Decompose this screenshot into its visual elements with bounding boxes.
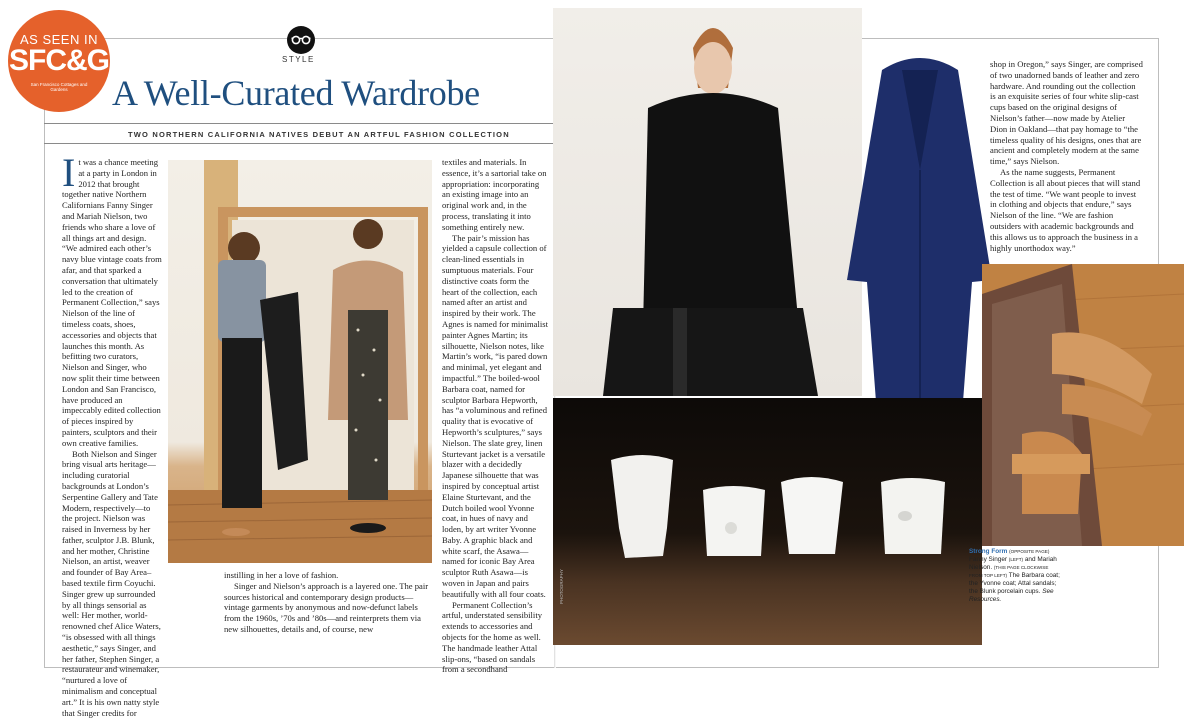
photo-attal-sandals — [982, 264, 1184, 546]
section-label: STYLE — [282, 55, 315, 64]
caption-tag: (LEFT) — [1008, 557, 1024, 562]
caption-see-resources: See Resources. — [969, 588, 1054, 603]
paragraph: It was a chance meeting at a party in London in 2012 that brought together native Northern Californians Fanny Singer and Mariah Nielson, two friends who share a love of all things art and design. “We admired each other’s navy blue vintage coats from afar, and that sparked a conversation that ultimately led to the creation of Permanent Collection,” says Nielson of the line of timeless coats, shoes, accessories and objects that launches this month. As befitting two curators, Nielson and Singer, who now split their time between London and San Francisco, have produced an impeccably edited collection of pieces inspired by painters, sculptors and their own creative families. — [62, 150, 162, 448]
photo-credit: PHOTOGRAPHY — [559, 569, 564, 604]
body-column-1 — [62, 150, 162, 718]
photo-yvonne-coat — [842, 50, 997, 415]
paragraph: As the name suggests, Permanent Collection is all about pieces that will stand the test of time. “We want people to invest in clothing and objects that endure,” says Nielson of the line. “We are fashion outsiders with academic backgrounds and this allows us to approach the business in a highly unorthodox way.” — [990, 166, 1141, 253]
glasses-icon — [287, 26, 315, 54]
headline-rule — [44, 123, 554, 124]
paragraph: textiles and materials. In essence, it’s a sartorial take on appropriation: incorporating an existing image into an original work and, in the process, translating it into something entirely new. — [442, 157, 547, 232]
photo-model-barbara-coat — [553, 8, 862, 396]
photo-blunk-cups — [553, 398, 982, 645]
photo-singer-and-nielson — [168, 160, 432, 563]
photo-caption — [969, 548, 1061, 604]
caption-text: The Barbara coat; the Yvonne coat; Attal sandals; the Blunk porcelain cups. — [969, 572, 1060, 595]
paragraph: shop in Oregon,” says Singer, are comprised of two unadorned bands of leather and zero hardware. And rounding out the collection is an exquisite series of four white slip-cast cups based on the original designs of Nielson’s father—now made by Atelier Dion in Oakland—that pay homage to “the timeless quality of his designs, ones that are ancient and completely modern at the same time,” says Nielson. — [990, 59, 1143, 167]
badge-subtitle: San Francisco Cottages and Gardens — [30, 82, 88, 92]
caption-tag: (OPPOSITE PAGE) — [1009, 549, 1050, 554]
caption-head: Strong Form — [969, 548, 1008, 555]
body-column-2 — [224, 570, 430, 656]
paragraph: Permanent Collection’s artful, understated sensibility extends to accessories and objects for the home as well. The handmade leather Attal slip-ons, “based on sandals from a secondhand — [442, 599, 542, 675]
headline: A Well-Curated Wardrobe — [112, 73, 480, 113]
caption-tag: (THIS PAGE CLOCKWISE FROM TOP LEFT) — [969, 565, 1049, 578]
caption-text: and Mariah Nielson. — [969, 556, 1057, 571]
paragraph: The pair’s mission has yielded a capsule collection of clean-lined essentials in sumptuous materials. Four distinctive coats form the heart of the collection, each named after an artist and inspired by their work. The Agnes is named for minimalist painter Agnes Martin; its silhouette, Nielson notes, like Martin’s work, “is pared down and minimal, yet elegant and impactful.” The boiled-wool Barbara coat, named for sculptor Barbara Hepworth, has “a voluminous and refined quality that is evocative of Hepworth’s sculptures,” says Nielson. The slate grey, linen Sturtevant jacket is a versatile blazer with a decidedly Japanese silhouette that was inspired by conceptual artist Elaine Sturtevant, and the Dutch boiled wool Yvonne coat, in hues of navy and loden, by art writer Yvonne Baby. A graphic black and white scarf, the Asawa—named for iconic Bay Area sculptor Ruth Asawa—is woven in Japan and pairs beautifully with all four coats. — [442, 232, 548, 599]
paragraph: Singer and Nielson’s approach is a layered one. The pair sources historical and contemporary design products—vintage garments by anonymous and now-defunct labels from the 1960s, ’70s and ’80s—and reinterprets them via new silhouettes, details and, of course, new — [224, 580, 429, 634]
as-seen-in-badge — [8, 10, 110, 112]
drop-cap: I — [62, 150, 76, 195]
badge-line1: AS SEEN IN — [20, 32, 98, 47]
paragraph: instilling in her a love of fashion. — [224, 570, 339, 580]
deck: TWO NORTHERN CALIFORNIA NATIVES DEBUT AN ARTFUL FASHION COLLECTION — [128, 130, 510, 139]
badge-logo: SFC&G — [9, 44, 109, 77]
body-column-3 — [442, 157, 548, 675]
caption-text: Fanny Singer — [969, 556, 1008, 563]
paragraph: Both Nielson and Singer bring visual arts heritage—including curatorial backgrounds at London’s Serpentine Gallery and Tate Modern, respectively—to the project. Nielson was raised in Inverness by her father, sculptor J.B. Blunk, and her mother, Christine Nielson, an artist, weaver and founder of Bay Area–based textile firm Coyuchi. Singer grew up surrounded by all things sensorial as well: Her mother, world-renowned chef Alice Waters, “is obsessed with all things aesthetic,” says Singer, and her father, Stephen Singer, a restaurateur and winemaker, “nurtured a love of minimalism and conceptual art.” It is his own natty style that Singer credits for — [62, 448, 161, 718]
body-column-4 — [990, 59, 1143, 259]
deck-rule — [44, 143, 554, 144]
